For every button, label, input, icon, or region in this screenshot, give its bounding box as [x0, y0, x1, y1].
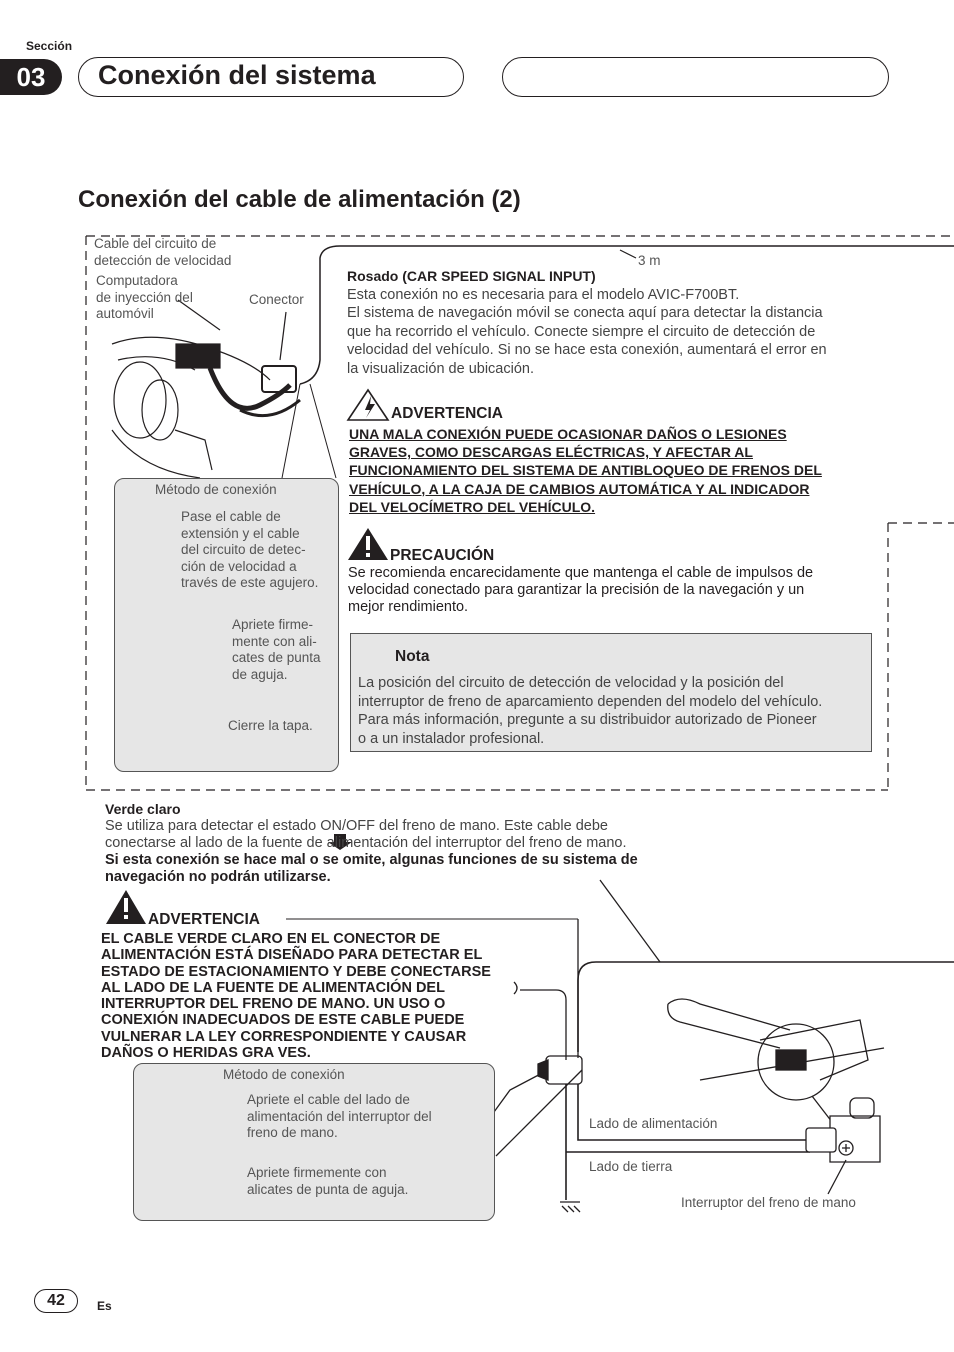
green-title: Verde claro	[105, 801, 181, 817]
caution-line: Se recomienda encarecidamente que mantenga el cable de impulsos de	[348, 565, 814, 581]
pink-line: velocidad del vehículo. Si no se hace esta conexión, aumentará el error en	[347, 342, 827, 358]
brake-switch-label: Interruptor del freno de mano	[681, 1195, 856, 1210]
note-line: interruptor de freno de aparcamiento dependen del modelo del vehículo.	[358, 693, 823, 710]
section-number: 03	[0, 59, 62, 95]
warning2-line: CONEXIÓN INADECUADOS DE ESTE CABLE PUEDE	[101, 1012, 465, 1029]
step-line: de aguja.	[232, 666, 288, 682]
method2-step-1	[247, 1092, 432, 1142]
pink-title: Rosado (CAR SPEED SIGNAL INPUT)	[347, 268, 596, 284]
green-cable-section	[105, 801, 705, 886]
method-step-3: Cierre la tapa.	[228, 718, 313, 733]
step-line: cates de punta	[232, 650, 321, 665]
step-line: alicates de punta de aguja.	[247, 1181, 409, 1197]
warning-title: ADVERTENCIA	[391, 405, 503, 422]
warning2-line: AL LADO DE LA FUENTE DE ALIMENTACIÓN DEL	[101, 979, 445, 996]
section-label: Sección	[26, 39, 73, 53]
method-step-1	[181, 509, 318, 592]
label-line: Computadora	[96, 273, 178, 288]
note-line: La posición del circuito de detección de velocidad y la posición del	[358, 675, 784, 691]
method-title: Método de conexión	[155, 482, 277, 497]
step-line: Apriete firme-	[232, 617, 314, 632]
step-line: Apriete firmemente con	[247, 1165, 387, 1180]
warning-line: UNA MALA CONEXIÓN PUEDE OCASIONAR DAÑOS O LESIONES	[349, 426, 787, 442]
speed-circuit-label	[94, 236, 231, 269]
note-title: Nota	[395, 648, 430, 665]
note-line: o a un instalador profesional.	[358, 730, 545, 747]
pink-cable-section	[347, 267, 887, 378]
step-line: ción de velocidad a	[181, 558, 297, 574]
power-side-label: Lado de alimentación	[589, 1116, 718, 1131]
pink-line: El sistema de navegación móvil se conecta aquí para detectar la distancia	[347, 305, 823, 321]
step-line: del circuito de detec-	[181, 542, 306, 557]
cable-length-label: 3 m	[638, 253, 661, 268]
step-line: Pase el cable de	[181, 509, 281, 524]
green-bold-line: navegación no podrán utilizarse.	[105, 869, 331, 885]
pink-line: Esta conexión no es necesaria para el modelo AVIC-F700BT.	[347, 286, 740, 303]
warning-line: VEHÍCULO, A LA CAJA DE CAMBIOS AUTOMÁTICA Y AL INDICADOR	[349, 480, 810, 497]
green-line: conectarse al lado de la fuente de alimentación del interruptor del freno de mano.	[105, 835, 627, 851]
warning2-line: EL CABLE VERDE CLARO EN EL CONECTOR DE	[101, 931, 441, 947]
page-title: Conexión del cable de alimentación (2)	[78, 186, 521, 213]
label-line: de inyección del	[96, 289, 193, 305]
hand-brake-illustration	[668, 999, 884, 1194]
warning-line: DEL VELOCÍMETRO DEL VEHÍCULO.	[349, 498, 596, 515]
step-line: mente con ali-	[232, 633, 317, 649]
warning-text	[349, 425, 822, 516]
connector-label: Conector	[249, 292, 304, 307]
section-title: Conexión del sistema	[98, 60, 376, 90]
dashboard-illustration	[112, 300, 300, 478]
method2-step-2	[247, 1165, 408, 1198]
label-line: Cable del circuito de	[94, 236, 217, 251]
note-text	[358, 674, 868, 748]
language-code: Es	[97, 1299, 112, 1313]
method2-title: Método de conexión	[223, 1067, 345, 1082]
injection-computer-label	[96, 273, 193, 323]
step-line: través de este agujero.	[181, 575, 319, 590]
warning2-line: VULNERAR LA LEY CORRESPONDIENTE Y CAUSAR	[101, 1028, 467, 1045]
warning-line: FUNCIONAMIENTO DEL SISTEMA DE ANTIBLOQUEO DE FRENOS DEL	[349, 462, 822, 479]
green-line: Se utiliza para detectar el estado ON/OFF del freno de mano. Este cable debe	[105, 818, 608, 834]
step-line: Apriete el cable del lado de	[247, 1092, 410, 1107]
page-number: 42	[34, 1289, 78, 1313]
caution-text	[348, 565, 878, 616]
warning2-line: INTERRUPTOR DEL FRENO DE MANO. UN USO O	[101, 996, 446, 1013]
warning-line: GRAVES, COMO DESCARGAS ELÉCTRICAS, Y AFECTAR AL	[349, 444, 753, 461]
step-line: alimentación del interruptor del	[247, 1108, 432, 1124]
note-line: Para más información, pregunte a su distribuidor autorizado de Pioneer	[358, 712, 817, 728]
warning2-line: ALIMENTACIÓN ESTÁ DISEÑADO PARA DETECTAR EL	[101, 947, 483, 964]
step-line: freno de mano.	[247, 1125, 338, 1140]
warning2-line: ESTADO DE ESTACIONAMIENTO Y DEBE CONECTARSE	[101, 963, 491, 980]
ground-side-label: Lado de tierra	[589, 1159, 673, 1174]
label-line: automóvil	[96, 306, 154, 321]
warning2-text	[101, 931, 491, 1061]
caution-title: PRECAUCIÓN	[390, 547, 495, 564]
method-step-2	[232, 617, 321, 683]
pink-line: la visualización de ubicación.	[347, 360, 534, 377]
pink-line: que ha recorrido el vehículo. Conecte siempre el circuito de detección de	[347, 323, 816, 340]
caution-line: velocidad conectado para garantizar la precisión de la navegación y un	[348, 582, 805, 598]
caution-line: mejor rendimiento.	[348, 599, 469, 615]
green-bold-line: Si esta conexión se hace mal o se omite, algunas funciones de su sistema de	[105, 852, 638, 868]
warning2-line: DAÑOS O HERIDAS GRA VES.	[101, 1045, 311, 1062]
warning2-title: ADVERTENCIA	[148, 911, 260, 928]
step-line: extensión y el cable	[181, 525, 300, 541]
label-line: detección de velocidad	[94, 252, 232, 268]
